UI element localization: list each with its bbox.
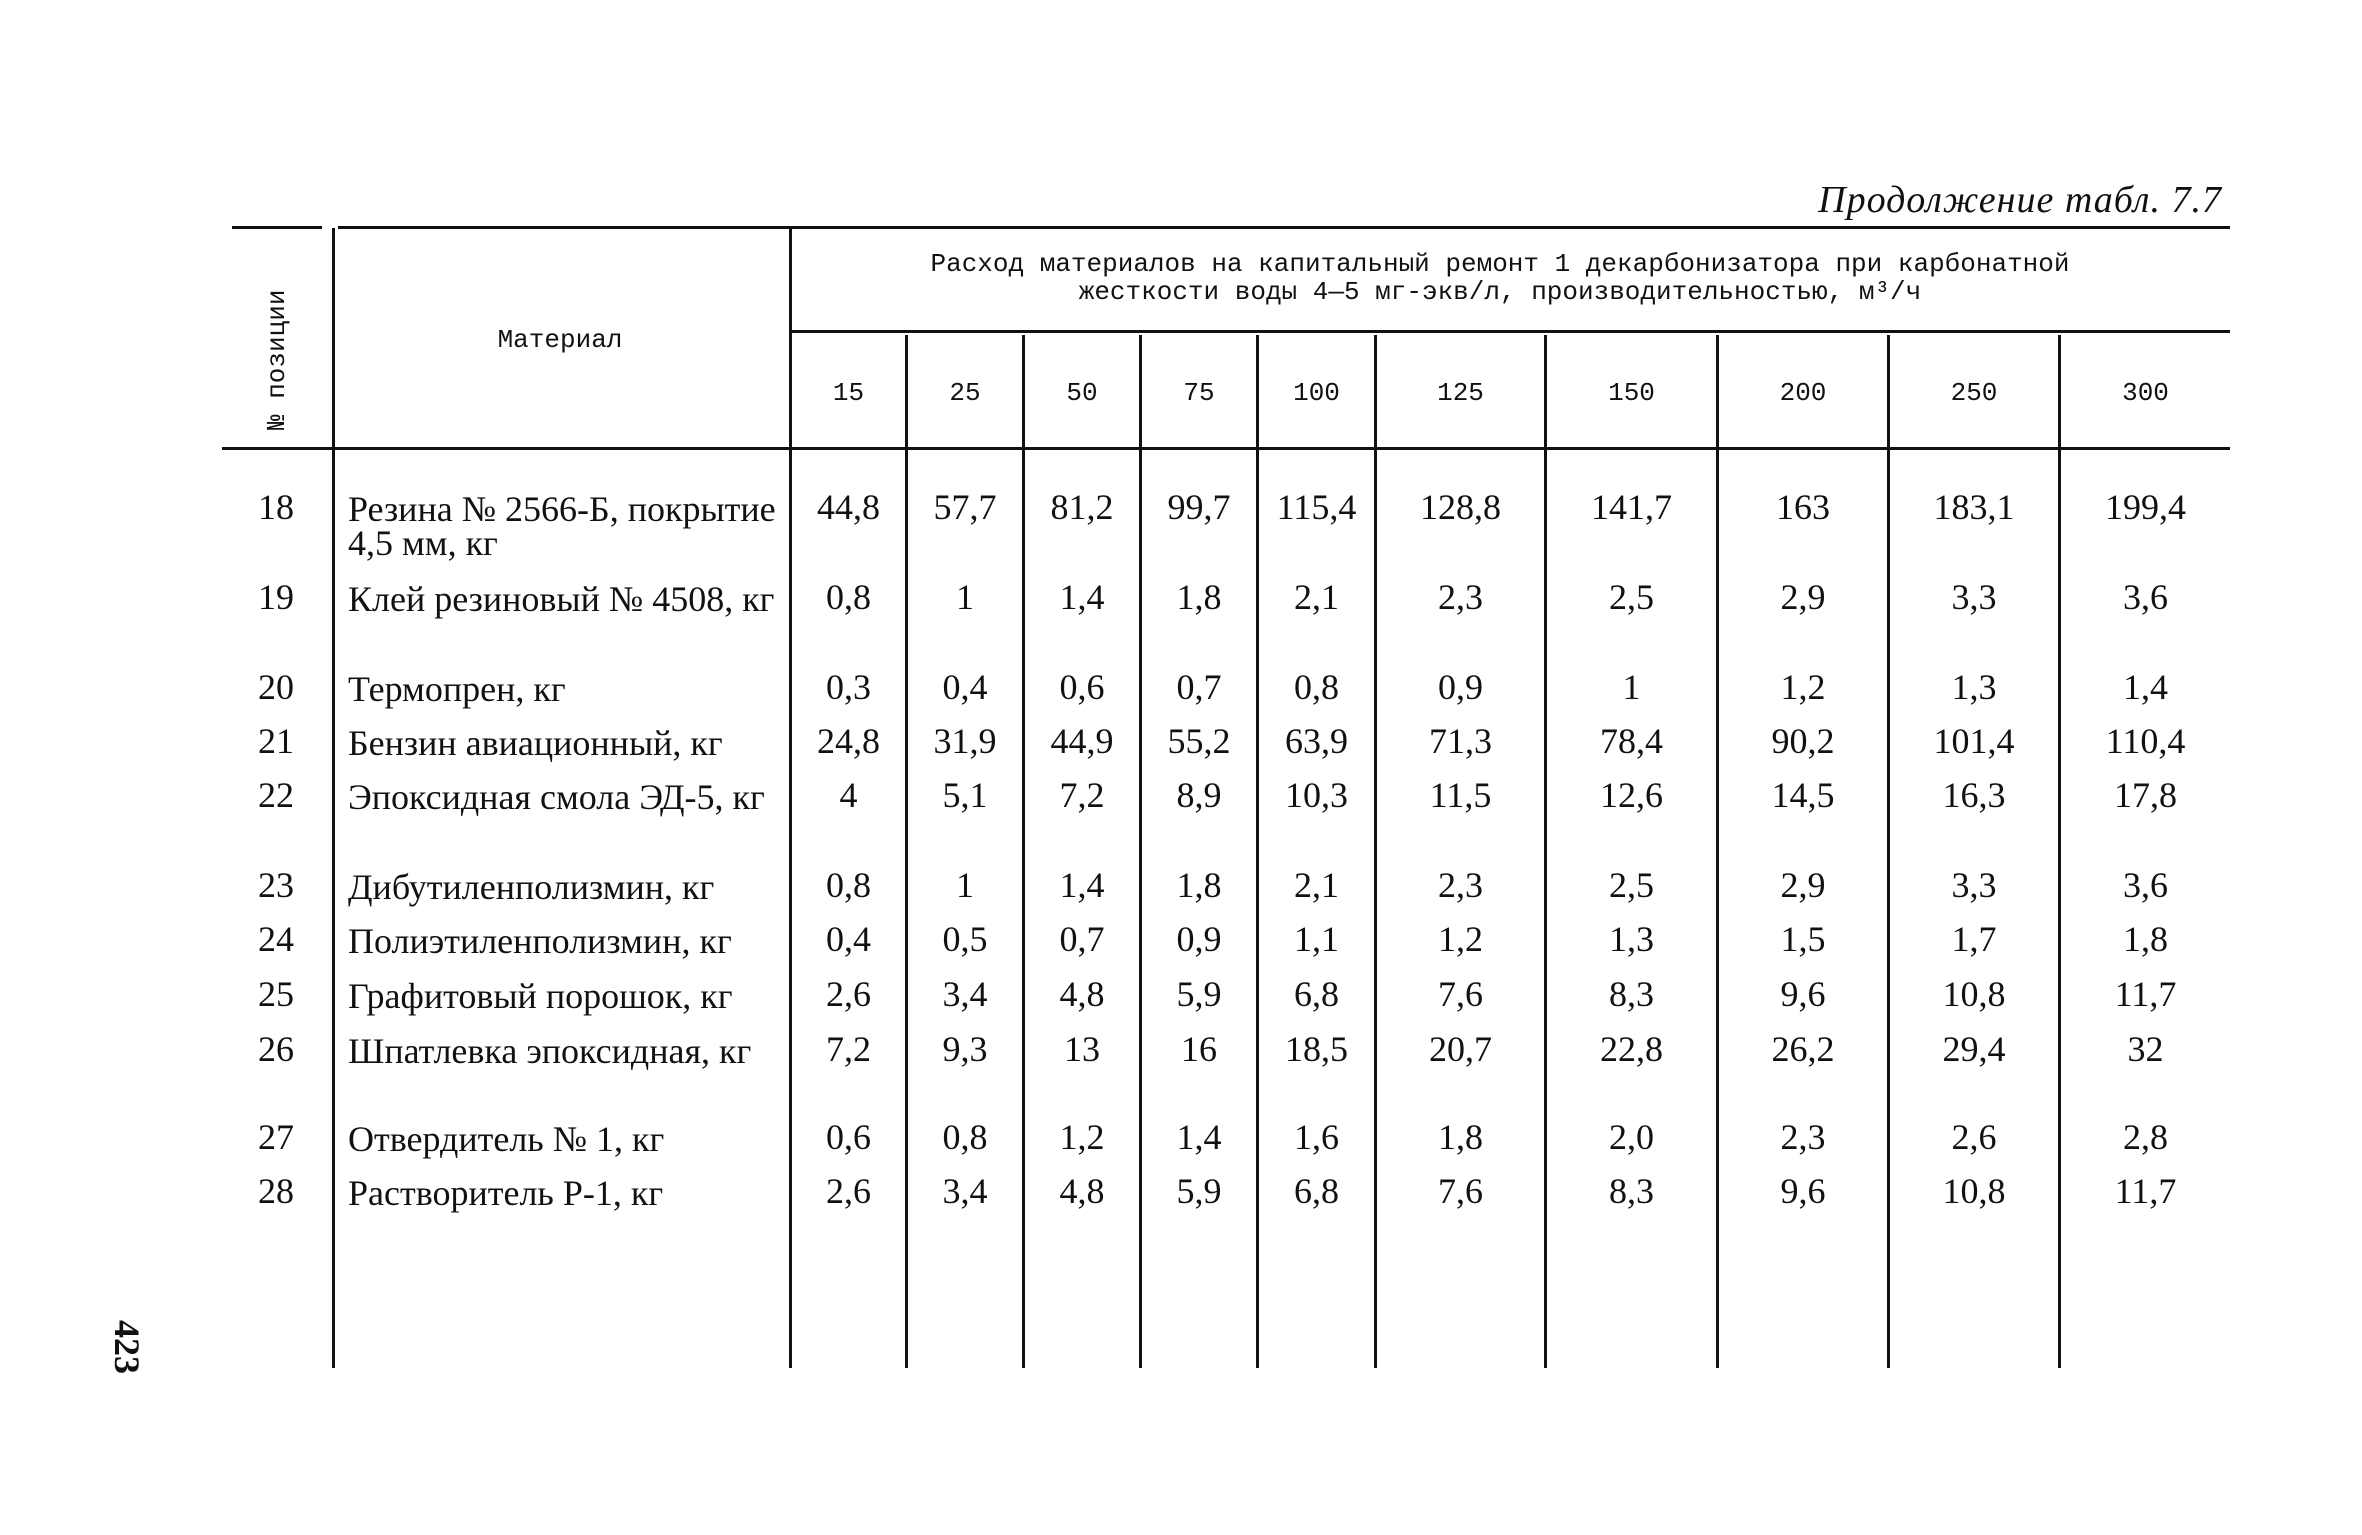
row-value: 0,9 [1176, 919, 1222, 959]
header-material: Материал [497, 325, 623, 355]
row-position: 26 [258, 1029, 294, 1069]
row-value: 0,6 [1059, 667, 1105, 707]
row-value: 4,8 [1059, 1171, 1105, 1211]
row-material: Шпатлевка эпоксидная, кг [348, 1031, 752, 1071]
row-material: Термопрен, кг [348, 669, 566, 709]
row-value: 18,5 [1285, 1029, 1348, 1069]
row-value: 4,8 [1059, 974, 1105, 1014]
row-value: 3,6 [2123, 577, 2168, 617]
row-value: 0,8 [826, 577, 871, 617]
row-value: 8,3 [1609, 1171, 1654, 1211]
row-value: 1,4 [1176, 1117, 1222, 1157]
row-value: 55,2 [1167, 721, 1231, 761]
row-value: 1,8 [2123, 919, 2168, 959]
row-position: 20 [258, 667, 294, 707]
row-value: 1 [1622, 667, 1641, 707]
row-value: 0,9 [1438, 667, 1483, 707]
row-value: 8,9 [1176, 775, 1222, 815]
header-group-line-2: жесткости воды 4—5 мг-экв/л, производительностью, м³/ч [1078, 277, 1922, 307]
row-value: 1,4 [2123, 667, 2168, 707]
row-value: 1,2 [1438, 919, 1483, 959]
table-top-rule [338, 226, 2230, 229]
row-position: 19 [258, 577, 294, 617]
row-value: 3,3 [1951, 577, 1997, 617]
row-value: 12,6 [1600, 775, 1663, 815]
row-position: 24 [258, 919, 294, 959]
row-value: 0,8 [826, 865, 871, 905]
column-header: 50 [1066, 378, 1098, 408]
row-value: 7,6 [1438, 1171, 1483, 1211]
row-value: 26,2 [1771, 1029, 1835, 1069]
column-header: 125 [1437, 378, 1484, 408]
row-value: 2,6 [1951, 1117, 1997, 1157]
row-value: 2,8 [2123, 1117, 2168, 1157]
row-value: 32 [2127, 1029, 2164, 1069]
row-position: 21 [258, 721, 294, 761]
row-value: 11,7 [2114, 974, 2177, 1014]
header-group-line-1: Расход материалов на капитальный ремонт 1 декарбонизатора при карбонатной [930, 249, 2070, 279]
row-value: 9,3 [942, 1029, 988, 1069]
column-header: 25 [949, 378, 981, 408]
row-value: 3,4 [942, 974, 988, 1014]
row-value: 1,8 [1176, 865, 1222, 905]
row-position: 22 [258, 775, 294, 815]
divider-pos [332, 228, 335, 1368]
row-value: 78,4 [1600, 721, 1663, 761]
row-value: 183,1 [1933, 487, 2015, 527]
row-value: 5,9 [1176, 1171, 1222, 1211]
row-value: 5,1 [942, 775, 988, 815]
row-value: 2,6 [826, 1171, 871, 1211]
row-value: 20,7 [1429, 1029, 1492, 1069]
row-value: 0,6 [826, 1117, 871, 1157]
row-value: 0,7 [1176, 667, 1222, 707]
column-header: 75 [1183, 378, 1215, 408]
row-material: Бензин авиационный, кг [348, 723, 723, 763]
row-value: 1,3 [1609, 919, 1654, 959]
row-value: 3,3 [1951, 865, 1997, 905]
column-header: 200 [1779, 378, 1827, 408]
row-value: 7,6 [1438, 974, 1483, 1014]
row-value: 71,3 [1429, 721, 1492, 761]
row-value: 5,9 [1176, 974, 1222, 1014]
row-position: 23 [258, 865, 294, 905]
row-value: 2,5 [1609, 865, 1654, 905]
row-value: 1,1 [1294, 919, 1339, 959]
column-header: 100 [1293, 378, 1340, 408]
row-value: 163 [1776, 487, 1830, 527]
row-value: 81,2 [1050, 487, 1114, 527]
row-value: 1,2 [1059, 1117, 1105, 1157]
row-position: 25 [258, 974, 294, 1014]
row-position: 27 [258, 1117, 294, 1157]
row-value: 4 [839, 775, 858, 815]
row-value: 1 [956, 865, 974, 905]
row-material: Клей резиновый № 4508, кг [348, 579, 775, 619]
column-header: 15 [832, 378, 865, 408]
row-value: 44,9 [1050, 721, 1114, 761]
row-value: 13 [1064, 1029, 1100, 1069]
row-value: 16,3 [1942, 775, 2006, 815]
column-header: 300 [2122, 378, 2169, 408]
row-value: 2,0 [1609, 1117, 1654, 1157]
header-group-rule [790, 330, 2230, 333]
row-value: 0,8 [942, 1117, 988, 1157]
header-position: № позиции [262, 289, 292, 430]
row-value: 7,2 [826, 1029, 871, 1069]
row-value: 0,5 [942, 919, 988, 959]
row-value: 3,4 [942, 1171, 988, 1211]
row-value: 0,8 [1294, 667, 1339, 707]
row-value: 99,7 [1167, 487, 1231, 527]
row-material: Эпоксидная смола ЭД-5, кг [348, 777, 765, 817]
row-value: 6,8 [1294, 974, 1339, 1014]
row-value: 110,4 [2105, 721, 2186, 761]
row-value: 14,5 [1771, 775, 1835, 815]
row-value: 2,1 [1294, 577, 1339, 617]
row-value: 9,6 [1780, 1171, 1826, 1211]
row-value: 31,9 [933, 721, 997, 761]
row-value: 1,5 [1780, 919, 1826, 959]
row-value: 44,8 [817, 487, 880, 527]
row-value: 2,5 [1609, 577, 1654, 617]
row-value: 0,3 [826, 667, 871, 707]
row-value: 2,9 [1780, 577, 1826, 617]
row-value: 1,8 [1176, 577, 1222, 617]
row-value: 1,3 [1951, 667, 1997, 707]
column-header: 150 [1608, 378, 1655, 408]
row-value: 199,4 [2105, 487, 2186, 527]
row-value: 0,4 [942, 667, 988, 707]
row-value: 1,8 [1438, 1117, 1483, 1157]
row-value: 9,6 [1780, 974, 1826, 1014]
header-group [790, 250, 2210, 306]
row-material: Дибутиленполизмин, кг [348, 867, 715, 907]
row-material: Отвердитель № 1, кг [348, 1119, 665, 1159]
row-material: Резина № 2566-Б, покрытие 4,5 мм, кг [348, 489, 776, 563]
row-value: 101,4 [1933, 721, 2015, 761]
row-value: 1 [956, 577, 974, 617]
row-value: 2,6 [826, 974, 871, 1014]
page-number: 423 [107, 1320, 147, 1374]
row-value: 1,2 [1780, 667, 1826, 707]
header-bottom-rule [222, 447, 2230, 450]
table-caption: Продолжение табл. 7.7 [1818, 179, 2222, 221]
row-value: 2,9 [1780, 865, 1826, 905]
row-value: 11,7 [2114, 1171, 2177, 1211]
row-material: Полиэтиленполизмин, кг [348, 921, 732, 961]
row-value: 1,4 [1059, 865, 1105, 905]
row-value: 16 [1181, 1029, 1217, 1069]
row-value: 2,3 [1438, 865, 1483, 905]
row-value: 2,3 [1780, 1117, 1826, 1157]
row-value: 1,6 [1294, 1117, 1339, 1157]
row-value: 7,2 [1059, 775, 1105, 815]
row-value: 57,7 [933, 487, 997, 527]
row-value: 10,8 [1942, 1171, 2006, 1211]
table-top-rule-left [232, 226, 322, 229]
row-value: 0,4 [826, 919, 871, 959]
row-value: 90,2 [1771, 721, 1835, 761]
row-value: 115,4 [1276, 487, 1357, 527]
row-value: 6,8 [1294, 1171, 1339, 1211]
row-material: Графитовый порошок, кг [348, 976, 733, 1016]
row-value: 1,7 [1951, 919, 1997, 959]
row-value: 3,6 [2123, 865, 2168, 905]
row-value: 11,5 [1429, 775, 1492, 815]
row-value: 10,3 [1285, 775, 1348, 815]
row-value: 2,3 [1438, 577, 1483, 617]
row-value: 24,8 [817, 721, 880, 761]
row-value: 2,1 [1294, 865, 1339, 905]
row-material: Растворитель Р-1, кг [348, 1173, 664, 1213]
row-value: 10,8 [1942, 974, 2006, 1014]
row-value: 141,7 [1591, 487, 1672, 527]
row-value: 8,3 [1609, 974, 1654, 1014]
row-position: 28 [258, 1171, 294, 1211]
row-value: 22,8 [1600, 1029, 1663, 1069]
column-header: 250 [1950, 378, 1998, 408]
row-value: 63,9 [1285, 721, 1348, 761]
row-value: 0,7 [1059, 919, 1105, 959]
row-value: 1,4 [1059, 577, 1105, 617]
row-value: 29,4 [1942, 1029, 2006, 1069]
row-position: 18 [258, 487, 294, 527]
row-value: 17,8 [2114, 775, 2177, 815]
row-value: 128,8 [1420, 487, 1501, 527]
